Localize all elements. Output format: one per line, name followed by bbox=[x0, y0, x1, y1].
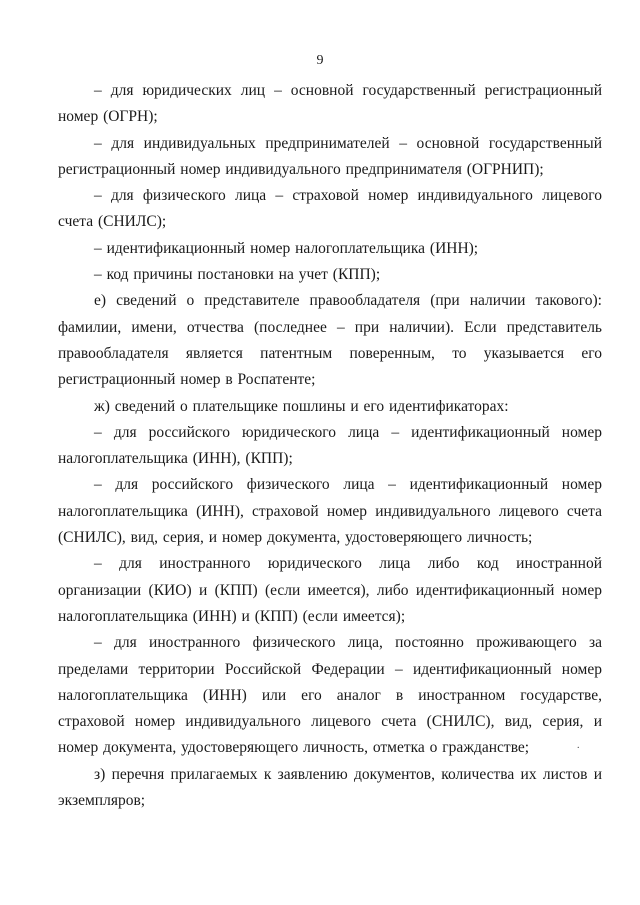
paragraph-foreign-legal-entity: – для иностранного юридического лица либо код иностранной организации (КИО) и (КПП) (если имеется), либо идентификационный номер налогоплательщика (ИНН) и (КПП) (если имеется); bbox=[58, 555, 602, 625]
page-number: 9 bbox=[316, 53, 324, 68]
paragraph-payer: ж) сведений о плательщике пошлины и его идентификаторах: bbox=[94, 397, 509, 415]
paragraph-snils: – для физического лица – страховой номер индивидуального лицевого счета (СНИЛС); bbox=[58, 187, 602, 231]
paragraph-ogrn: – для юридических лиц – основной государственный регистрационный номер (ОГРН); bbox=[58, 82, 602, 126]
paragraph-representative: е) сведений о представителе правообладателя (при наличии такового): фамилии, имени, отчества (последнее – при наличии). Если представитель правообладателя является патентным поверенным, то указывается его регистрационный номер в Роспатенте; bbox=[58, 292, 602, 389]
paragraph-foreign-individual: – для иностранного физического лица, постоянно проживающего за пределами территории Российской Федерации – идентификационный номер налогоплательщика (ИНН) или его аналог в иностранном государстве, страховой номер индивидуального лицевого счета (СНИЛС), вид, серия, и номер документа, удостоверяющего личность, отметка о гражданстве; bbox=[58, 634, 602, 757]
paragraph-kpp: – код причины постановки на учет (КПП); bbox=[94, 266, 381, 284]
paragraph-russian-legal-entity: – для российского юридического лица – идентификационный номер налогоплательщика (ИНН), (КПП); bbox=[58, 423, 602, 468]
paragraph-attachments: з) перечня прилагаемых к заявлению документов, количества их листов и экземпляров; bbox=[58, 765, 602, 810]
paragraph-inn: – идентификационный номер налогоплательщика (ИНН); bbox=[94, 239, 479, 257]
document-body bbox=[58, 78, 602, 814]
paragraph-ogrnip: – для индивидуальных предпринимателей – основной государственный регистрационный номер индивидуального предпринимателя (ОГРНИП); bbox=[58, 134, 602, 178]
stray-mark: . bbox=[577, 740, 580, 751]
paragraph-russian-individual: – для российского физического лица – идентификационный номер налогоплательщика (ИНН), страховой номер индивидуального лицевого счета (СНИЛС), вид, серия, и номер документа, удостоверяющего личность; bbox=[58, 476, 602, 547]
